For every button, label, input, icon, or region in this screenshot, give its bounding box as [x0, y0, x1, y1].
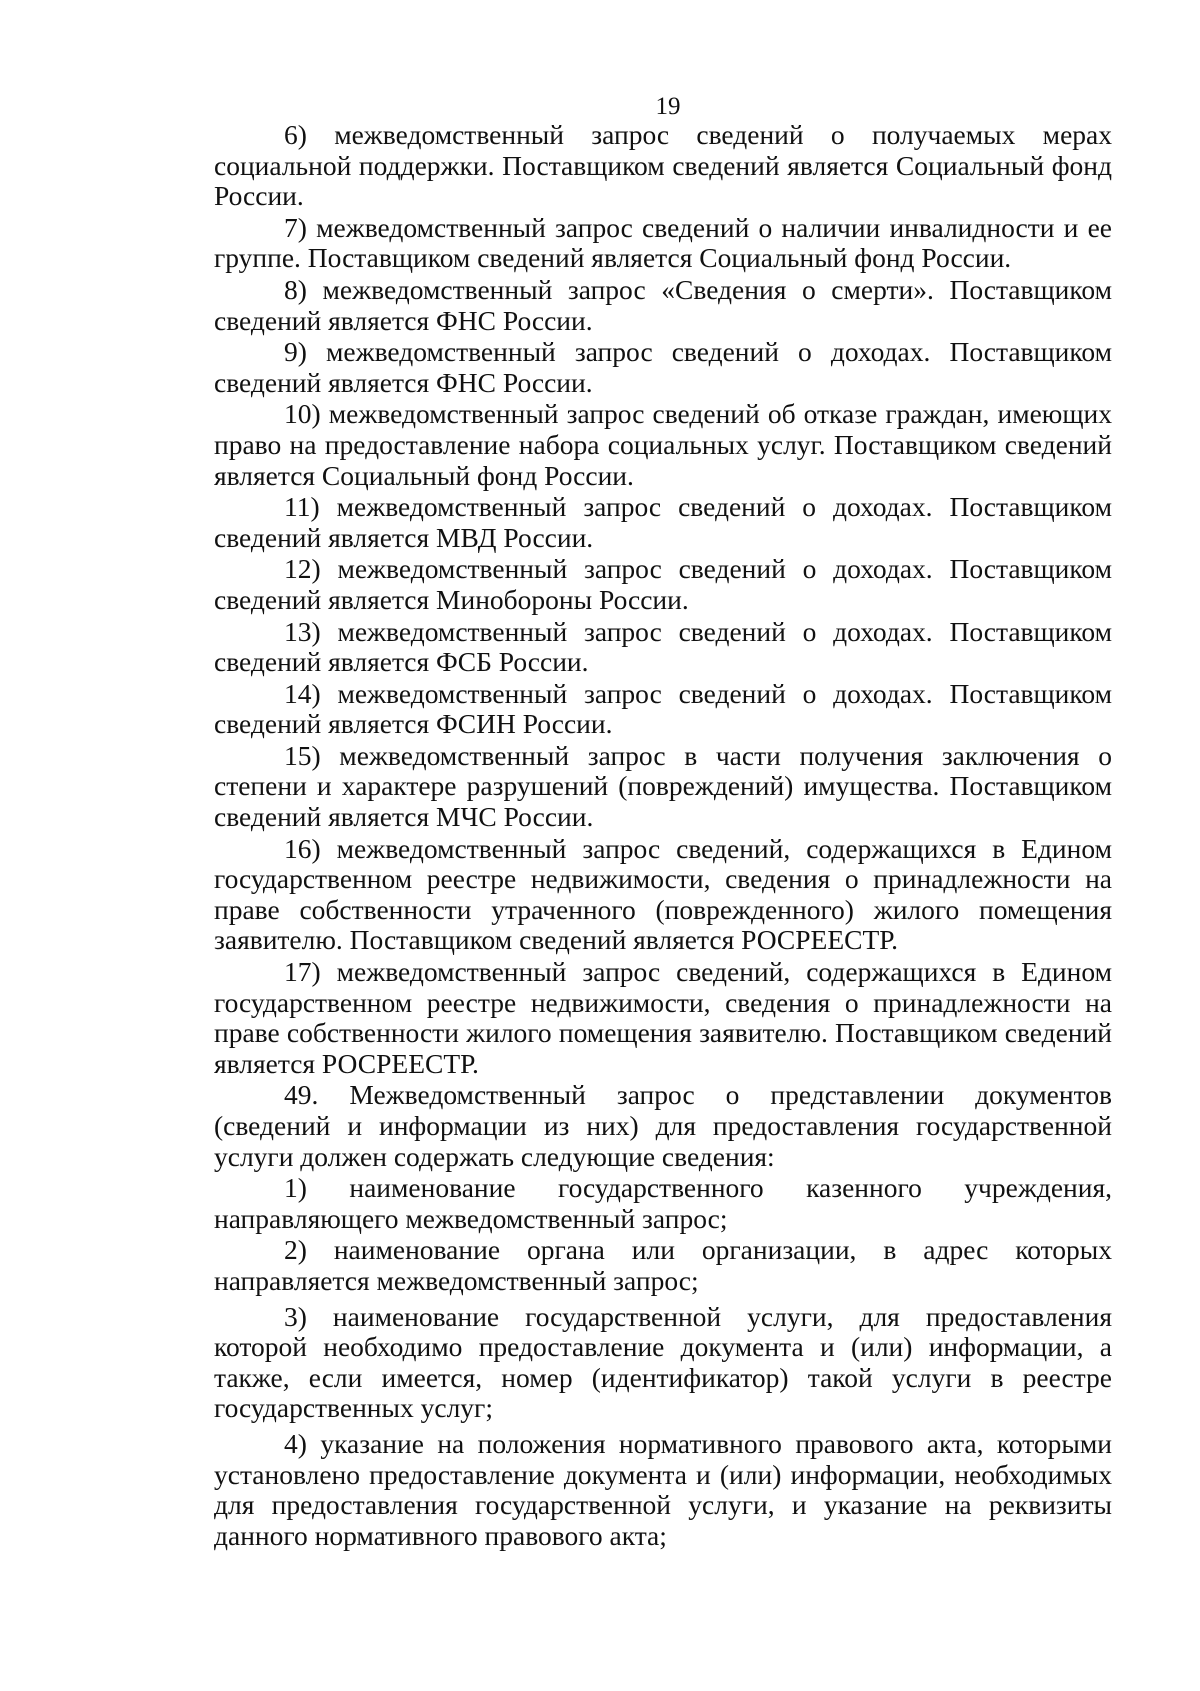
paragraph-subitem-4: 4) указание на положения нормативного правового акта, которыми установлено предоставление документа и (или) информации, необходимых для предоставления государственной услуги, и указание на реквизиты данного нормативного правового акта; — [214, 1427, 1112, 1551]
paragraph-item-17: 17) межведомственный запрос сведений, содержащихся в Едином государственном реестре недвижимости, сведения о принадлежности на праве собственности жилого помещения заявителю. Поставщиком сведений является РОСРЕЕСТР. — [214, 956, 1112, 1079]
paragraph-subitem-1: 1) наименование государственного казенного учреждения, направляющего межведомственный запрос; — [214, 1172, 1112, 1234]
paragraph-item-16: 16) межведомственный запрос сведений, содержащихся в Едином государственном реестре недвижимости, сведения о принадлежности на праве собственности утраченного (поврежденного) жилого помещения заявителю. Поставщиком сведений является РОСРЕЕСТР. — [214, 832, 1112, 956]
paragraph-item-6: 6) межведомственный запрос сведений о получаемых мерах социальной поддержки. Поставщиком сведений является Социальный фонд России. — [214, 119, 1112, 212]
paragraph-item-13: 13) межведомственный запрос сведений о доходах. Поставщиком сведений является ФСБ России. — [214, 615, 1112, 678]
paragraph-clause-49: 49. Межведомственный запрос о представлении документов (сведений и информации из них) для предоставления государственной услуги должен содержать следующие сведения: — [214, 1079, 1112, 1172]
paragraph-item-7: 7) межведомственный запрос сведений о наличии инвалидности и ее группе. Поставщиком сведений является Социальный фонд России. — [214, 211, 1112, 274]
paragraph-item-8: 8) межведомственный запрос «Сведения о смерти». Поставщиком сведений является ФНС России. — [214, 273, 1112, 336]
page-number: 19 — [655, 93, 681, 120]
document-body — [214, 120, 1112, 1552]
paragraph-item-14: 14) межведомственный запрос сведений о доходах. Поставщиком сведений является ФСИН России. — [214, 677, 1112, 740]
paragraph-item-10: 10) межведомственный запрос сведений об отказе граждан, имеющих право на предоставление набора социальных услуг. Поставщиком сведений является Социальный фонд России. — [214, 398, 1112, 491]
paragraph-item-9: 9) межведомственный запрос сведений о доходах. Поставщиком сведений является ФНС России. — [214, 336, 1112, 398]
paragraph-subitem-2: 2) наименование органа или организации, в адрес которых направляется межведомственный запрос; — [214, 1234, 1112, 1296]
paragraph-item-12: 12) межведомственный запрос сведений о доходах. Поставщиком сведений является Минобороны России. — [214, 553, 1112, 615]
paragraph-item-11: 11) межведомственный запрос сведений о доходах. Поставщиком сведений является МВД России. — [214, 491, 1112, 553]
paragraph-item-15: 15) межведомственный запрос в части получения заключения о степени и характере разрушений (повреждений) имущества. Поставщиком сведений является МЧС России. — [214, 739, 1112, 833]
paragraph-subitem-3: 3) наименование государственной услуги, для предоставления которой необходимо предоставление документа и (или) информации, а также, если имеется, номер (идентификатор) такой услуги в реестре государственных услуг; — [214, 1300, 1112, 1424]
